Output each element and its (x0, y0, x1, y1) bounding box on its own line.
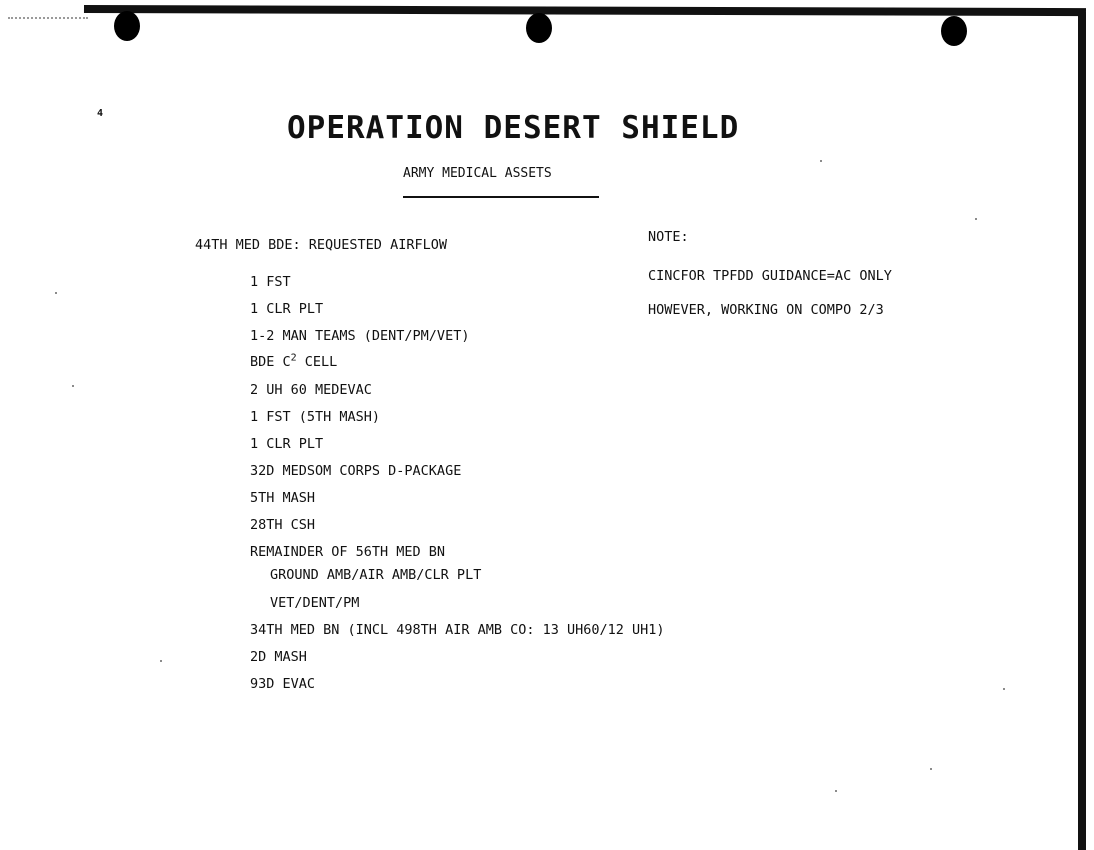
scan-speck (160, 660, 162, 662)
asset-line: 32D MEDSOM CORPS D-PACKAGE (250, 463, 462, 479)
scan-speck (72, 385, 74, 387)
asset-line-text: BDE C (250, 354, 291, 370)
document-title: OPERATION DESERT SHIELD (287, 110, 740, 146)
scan-speck (930, 768, 932, 770)
asset-line: 34TH MED BN (INCL 498TH AIR AMB CO: 13 UH60/12 UH1) (250, 622, 665, 638)
page-top-edge (84, 5, 1086, 16)
scan-mark (8, 17, 88, 19)
asset-line: 1-2 MAN TEAMS (DENT/PM/VET) (250, 328, 470, 344)
asset-line: 5TH MASH (250, 490, 316, 506)
page-mark: 4 (97, 108, 104, 119)
punch-hole-right (941, 16, 967, 46)
asset-line-suffix: CELL (296, 354, 338, 370)
asset-line: 1 FST (5TH MASH) (250, 409, 381, 425)
asset-line: 93D EVAC (250, 676, 316, 692)
superscript: 2 (290, 352, 297, 364)
asset-line: 28TH CSH (250, 517, 316, 533)
scan-speck (1003, 688, 1005, 690)
airflow-heading: 44TH MED BDE: REQUESTED AIRFLOW (195, 237, 447, 253)
subtitle-underline (403, 196, 599, 198)
scan-speck (975, 218, 977, 220)
asset-subline: VET/DENT/PM (270, 595, 360, 611)
asset-subline: GROUND AMB/AIR AMB/CLR PLT (270, 567, 482, 583)
scan-speck (55, 292, 57, 294)
asset-line-c2-cell (250, 353, 337, 371)
page-right-edge (1078, 12, 1086, 850)
asset-line: 2 UH 60 MEDEVAC (250, 382, 372, 398)
punch-hole-left (114, 11, 140, 41)
asset-line: 1 CLR PLT (250, 436, 324, 452)
scan-speck (820, 160, 822, 162)
note-line: CINCFOR TPFDD GUIDANCE=AC ONLY (648, 268, 892, 284)
document-subtitle: ARMY MEDICAL ASSETS (403, 166, 552, 181)
note-label: NOTE: (648, 229, 689, 245)
note-line: HOWEVER, WORKING ON COMPO 2/3 (648, 302, 884, 318)
asset-line: 2D MASH (250, 649, 307, 665)
asset-line: 1 CLR PLT (250, 301, 324, 317)
asset-line: REMAINDER OF 56TH MED BN (250, 544, 446, 560)
asset-line: 1 FST (250, 274, 291, 290)
punch-hole-center (526, 13, 552, 43)
scan-speck (835, 790, 837, 792)
